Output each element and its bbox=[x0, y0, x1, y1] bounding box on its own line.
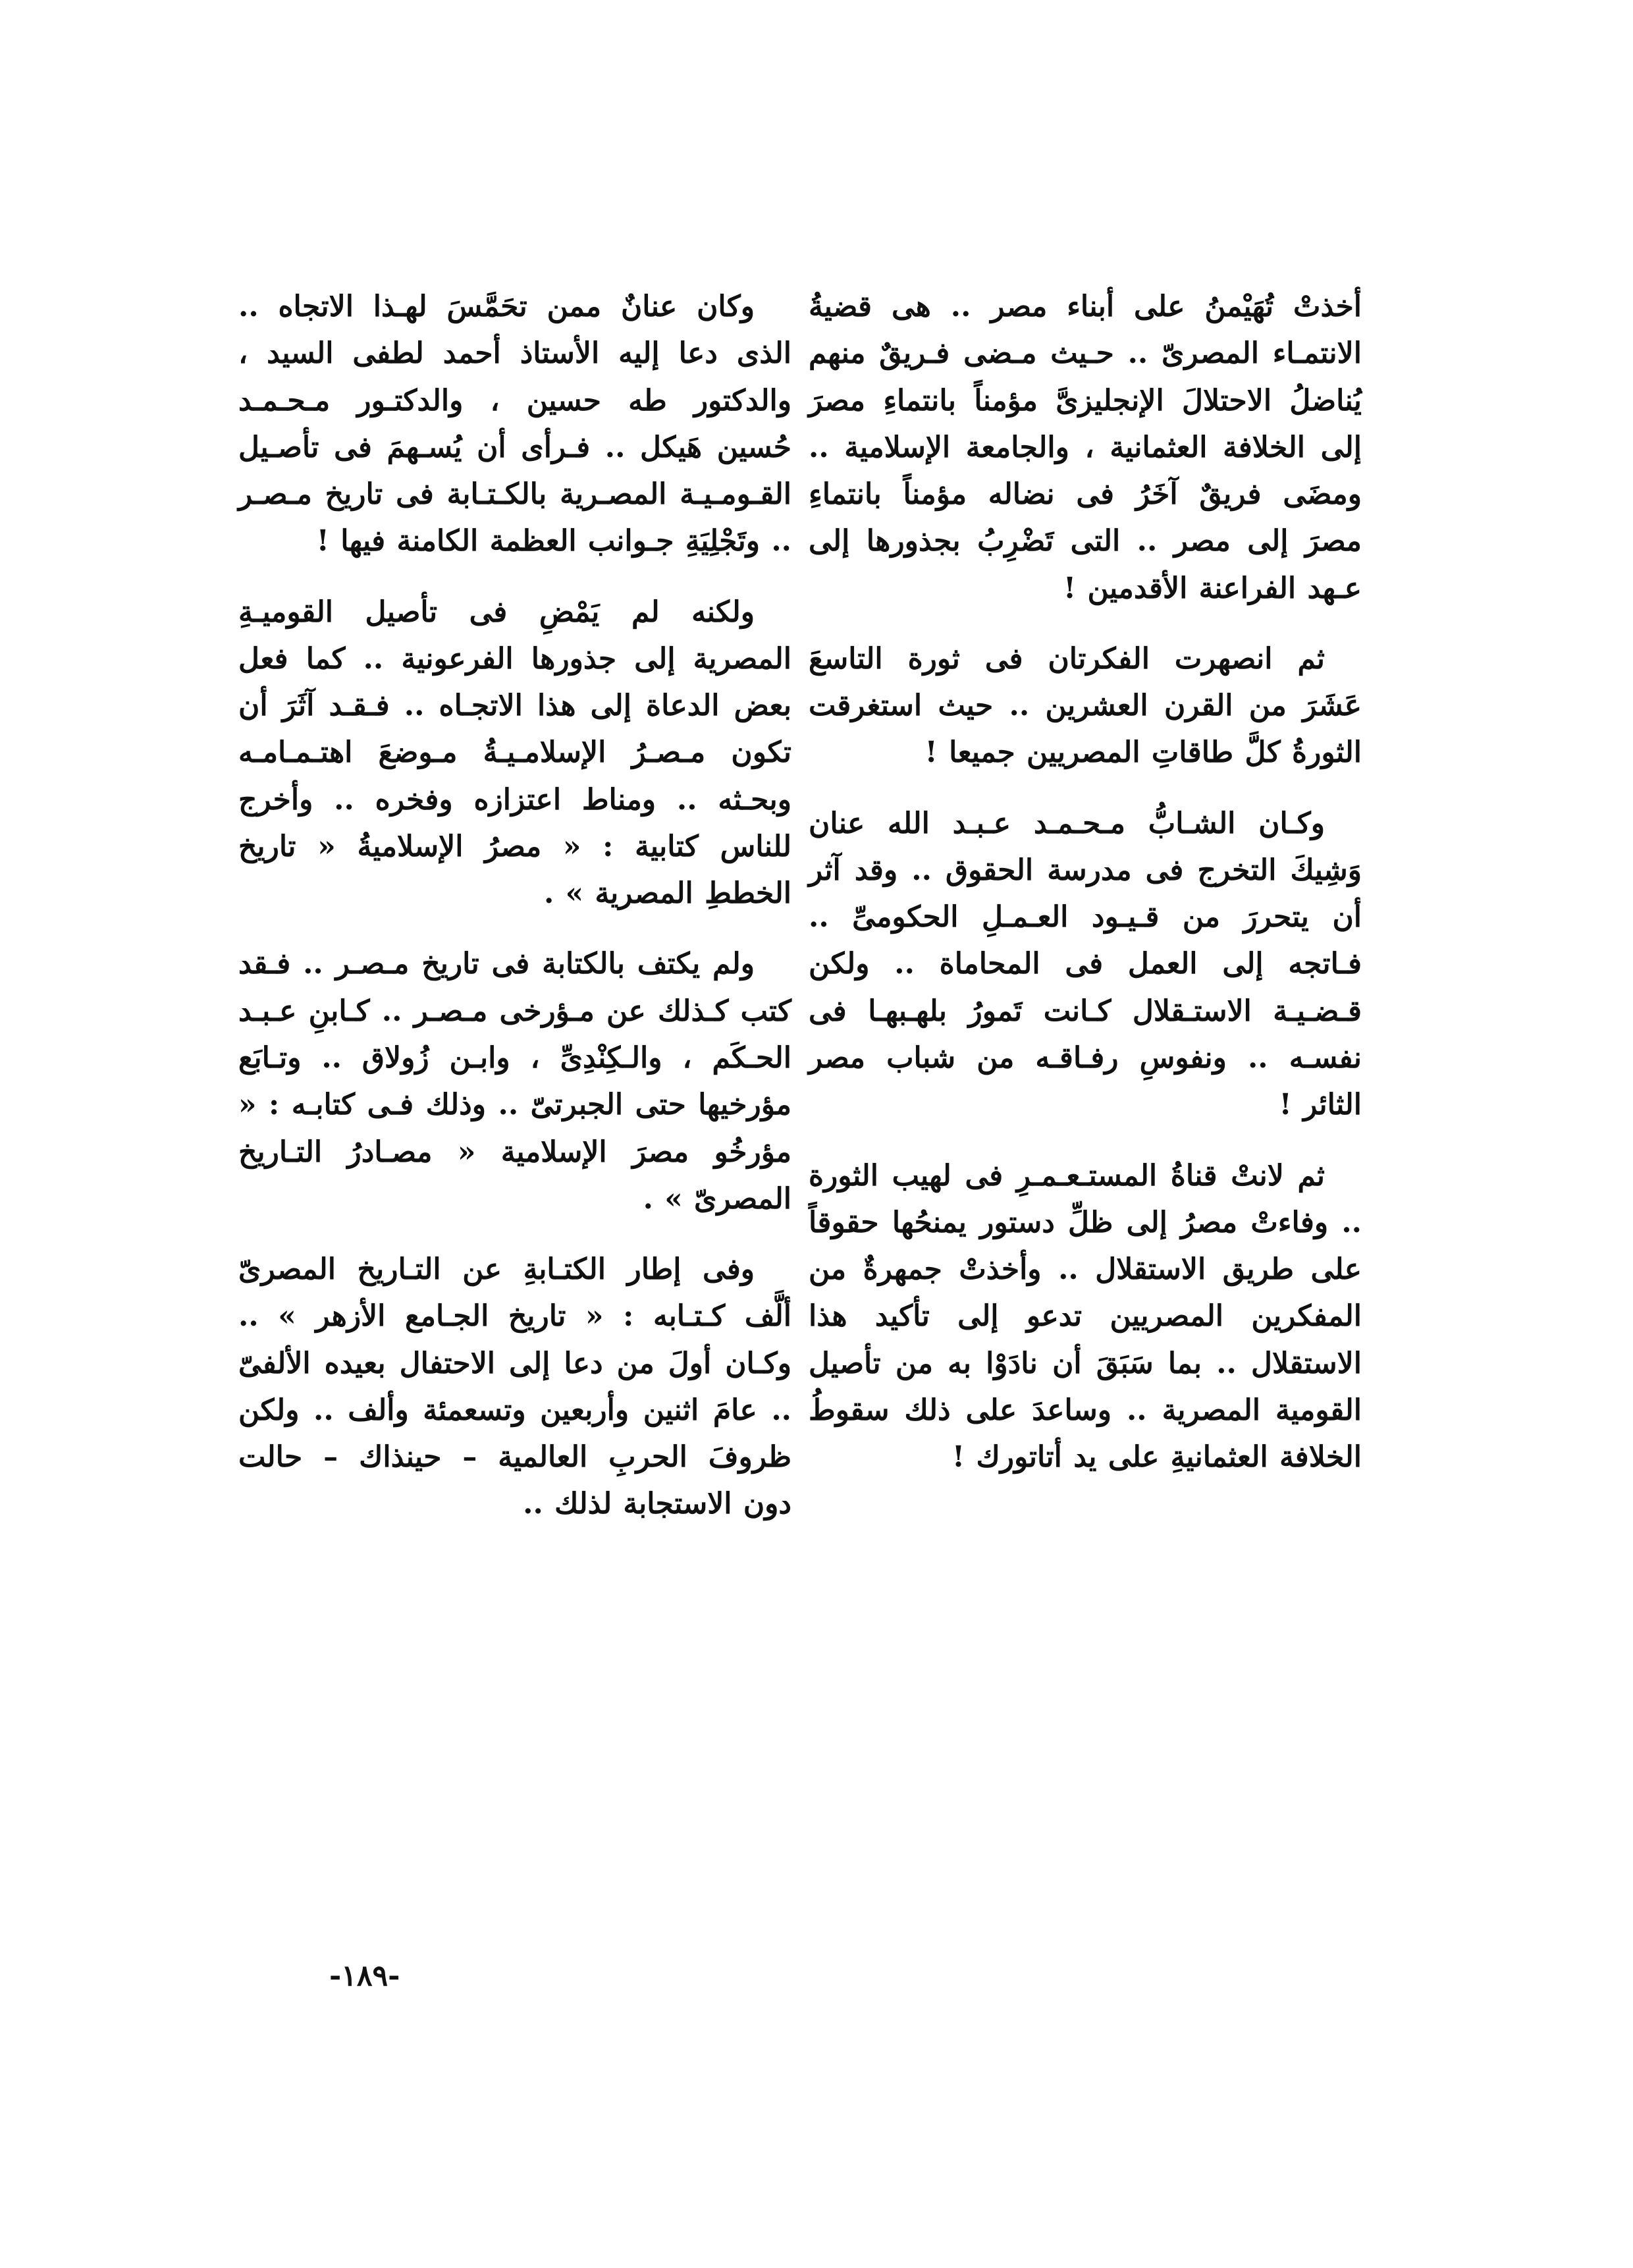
paragraph: أخذتْ تُهَيْمنُ على أبناء مصر .. هى قضيةُ الانتمـاء المصرىّ .. حـيث مـضى فـريقٌ منهم يُناضلُ الاحتلالَ الإنجليزىَّ مؤمناً بانتماءِ مصرَ إلى الخلافة العثمانية ، والجامعة الإسلامية .. ومضَى فريقٌ آخَرُ فى نضاله مؤمناً بانتماءِ مصرَ إلى مصر .. التى تَضْرِبُ بجذورها إلى عـهد الفراعنة الأقدمين ! bbox=[809, 290, 1362, 605]
paragraph: ولم يكتف بالكتابة فى تاريخ مـصـر .. فـقد كتب كـذلك عن مـؤرخى مـصـر .. كـابنِ عـبـد الحـكَم ، والـكِنْدِىِّ ، وابـن زُولاق .. وتـابَع مؤرخيها حتى الجبرتىّ .. وذلك فـى كتابـه : « مؤرخُو مصرَ الإسلامية « مصـادرُ التـاريخ المصرىّ » . bbox=[238, 947, 791, 1216]
paragraph: وكان عنانٌ ممن تحَمَّسَ لهـذا الاتجاه .. الذى دعا إليه الأستاذ أحمد لطفى السيد ، والدكتور طه حسين ، والدكتـور مـحـمـد حُسين هَيكل .. فـرأى أن يُسـهمَ فى تأصـيل القـومـيـة المصـرية بالكـتـابة فى تاريخ مـصـر .. وتَجْلِيَةِ جـوانب العظمة الكامنة فيها ! bbox=[238, 290, 791, 558]
left-text-column bbox=[238, 283, 791, 1552]
paragraph: ولكنه لم يَمْضِ فى تأصيل القوميـةِ المصرية إلى جذورها الفرعونية .. كما فعل بعض الدعاة إلى هذا الاتجـاه .. فـقـد آثَرَ أن تكون مـصـرُ الإسلامـيـةُ مـوضعَ اهتـمـامـه وبحـثه .. ومناط اعتزازه وفخره .. وأخرج للناس كتابية : « مصرُ الإسلاميةُ « تاريخ الخططِ المصرية » . bbox=[238, 595, 791, 911]
right-text-column bbox=[809, 283, 1362, 1504]
paragraph: ثم لانتْ قناةُ المستـعـمـرِ فى لهيب الثورة .. وفاءتْ مصرُ إلى ظلِّ دستور يمنحُها حقوقاً على طريق الاستقلال .. وأخذتْ جمهرةٌ من المفكرين المصريين تدعو إلى تأكيد هذا الاستقلال .. بما سَبَقَ أن نادَوْا به من تأصيل القومية المصرية .. وساعدَ على ذلك سقوطُ الخلافة العثمانيةِ على يد أتاتورك ! bbox=[809, 1158, 1362, 1474]
paragraph: ثم انصهرت الفكرتان فى ثورة التاسعَ عَشَرَ من القرن العشرين .. حيث استغرقت الثورةُ كلَّ طاقاتِ المصريين جميعا ! bbox=[809, 641, 1362, 770]
page-number: -١٨٩- bbox=[329, 1959, 400, 1993]
paragraph: وكـان الشـابُّ مـحـمـد عـبـد الله عنان وَشِيكَ التخرج فى مدرسة الحقوق .. وقد آثر أن يتحررَ من قـيـود العـمـلِ الحكومىِّ .. فـاتجه إلى العمل فى المحاماة .. ولكن قـضـيـة الاستـقلال كـانت تَمورُ بلهـبهـا فى نفسـه .. ونفوسِ رفـاقـه من شباب مصر الثائر ! bbox=[809, 806, 1362, 1122]
paragraph: وفى إطار الكتـابةِ عن التـاريخ المصرىّ ألَّف كـتـابه : « تاريخ الجـامع الأزهر » .. وكـان أولَ من دعا إلى الاحتفال بعيده الألفىّ .. عامَ اثنين وأربعين وتسعمئة وألف .. ولكن ظروفَ الحربِ العالمية – حينذاك – حالت دون الاستجابة لذلك .. bbox=[238, 1253, 791, 1521]
